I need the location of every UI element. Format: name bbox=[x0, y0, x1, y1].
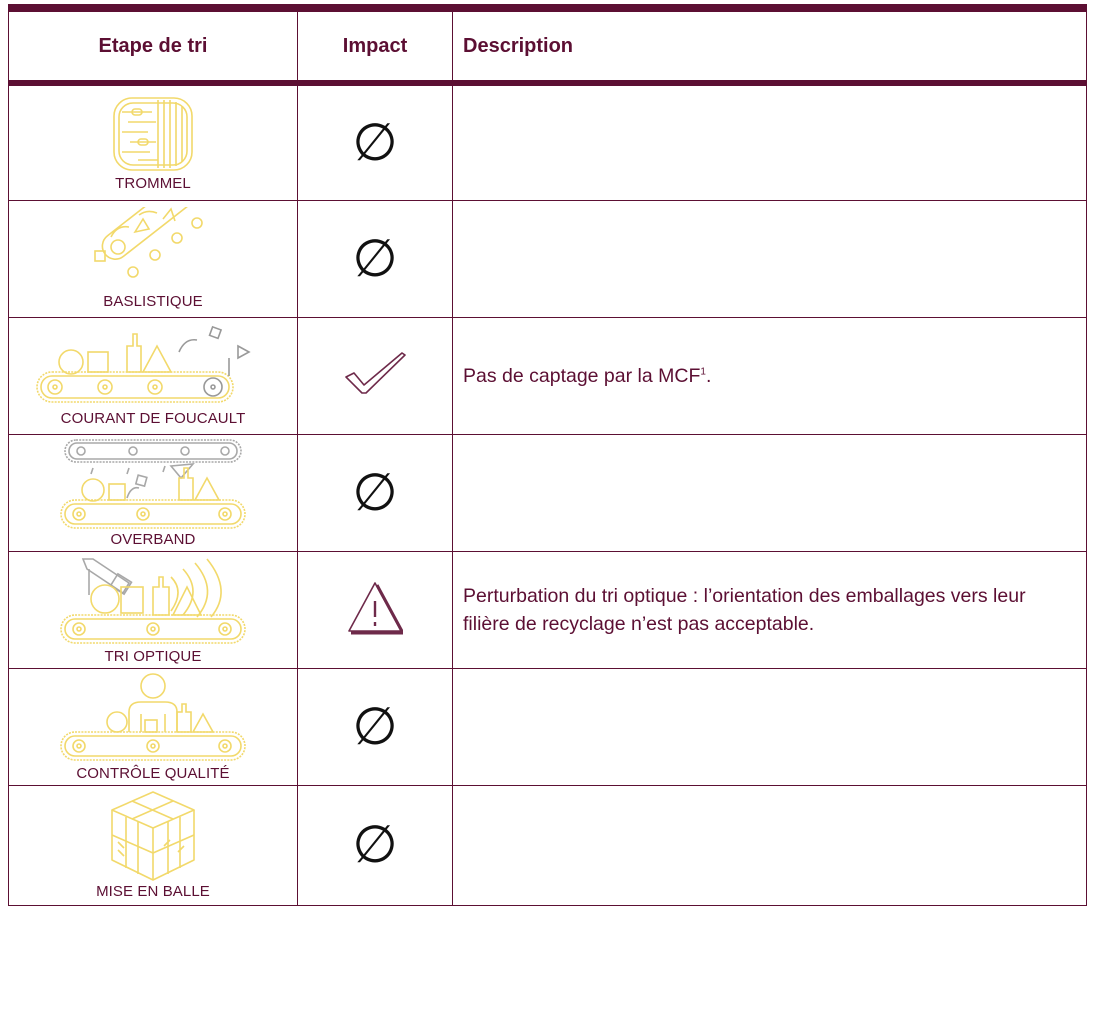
overband-magnet-icon bbox=[53, 438, 253, 530]
step-cell bbox=[9, 434, 298, 551]
table-row bbox=[9, 200, 1087, 317]
impact-cell bbox=[298, 434, 453, 551]
sorting-impact-table bbox=[8, 4, 1087, 906]
description-cell bbox=[453, 200, 1087, 317]
impact-cell bbox=[298, 83, 453, 200]
description-cell bbox=[453, 434, 1087, 551]
description-end: . bbox=[705, 364, 712, 387]
impact-cell bbox=[298, 551, 453, 668]
header-description: Description bbox=[453, 8, 1087, 83]
header-impact: Impact bbox=[298, 8, 453, 83]
footnote-ref: 1 bbox=[700, 366, 706, 377]
no-impact-icon: ∅ bbox=[352, 228, 398, 289]
step-label: COURANT DE FOUCAULT bbox=[60, 410, 246, 427]
table-row bbox=[9, 551, 1087, 668]
warning-icon bbox=[347, 579, 403, 635]
optical-sorter-icon bbox=[53, 555, 253, 647]
no-impact-icon: ∅ bbox=[352, 112, 398, 173]
description-cell bbox=[453, 83, 1087, 200]
header-sorting-step: Etape de tri bbox=[9, 8, 298, 83]
step-label: BASLISTIQUE bbox=[103, 293, 203, 310]
no-impact-icon: ∅ bbox=[352, 462, 398, 523]
step-label: CONTRÔLE QUALITÉ bbox=[76, 764, 230, 782]
step-label: MISE EN BALLE bbox=[96, 883, 210, 900]
impact-cell bbox=[298, 317, 453, 434]
ballistic-separator-icon bbox=[83, 207, 223, 292]
step-cell bbox=[9, 551, 298, 668]
step-cell bbox=[9, 785, 298, 905]
baling-icon bbox=[108, 790, 198, 882]
step-label: OVERBAND bbox=[110, 530, 196, 548]
no-impact-icon: ∅ bbox=[352, 696, 398, 757]
eddy-current-icon bbox=[33, 324, 273, 409]
quality-control-icon bbox=[53, 672, 253, 764]
step-label: TRI OPTIQUE bbox=[104, 647, 202, 665]
step-cell bbox=[9, 668, 298, 785]
step-cell bbox=[9, 200, 298, 317]
check-icon bbox=[342, 351, 408, 395]
step-cell bbox=[9, 317, 298, 434]
description-cell bbox=[453, 668, 1087, 785]
description-cell: Perturbation du tri optique : l’orientation des emballages vers leur filière de recyclage n’est pas acceptable. bbox=[453, 551, 1087, 668]
table-row bbox=[9, 317, 1087, 434]
description-cell bbox=[453, 317, 1087, 434]
table-row bbox=[9, 785, 1087, 905]
step-cell bbox=[9, 83, 298, 200]
table-row bbox=[9, 668, 1087, 785]
impact-cell bbox=[298, 785, 453, 905]
description-cell bbox=[453, 785, 1087, 905]
step-label: TROMMEL bbox=[115, 174, 191, 192]
impact-cell bbox=[298, 200, 453, 317]
table-header-row bbox=[9, 8, 1087, 83]
sorting-impact-table-page bbox=[8, 4, 1086, 1019]
description-text: Pas de captage par la MCF bbox=[463, 364, 701, 387]
trommel-icon bbox=[108, 94, 198, 174]
no-impact-icon: ∅ bbox=[352, 815, 398, 875]
table-row bbox=[9, 434, 1087, 551]
table-row bbox=[9, 83, 1087, 200]
impact-cell bbox=[298, 668, 453, 785]
